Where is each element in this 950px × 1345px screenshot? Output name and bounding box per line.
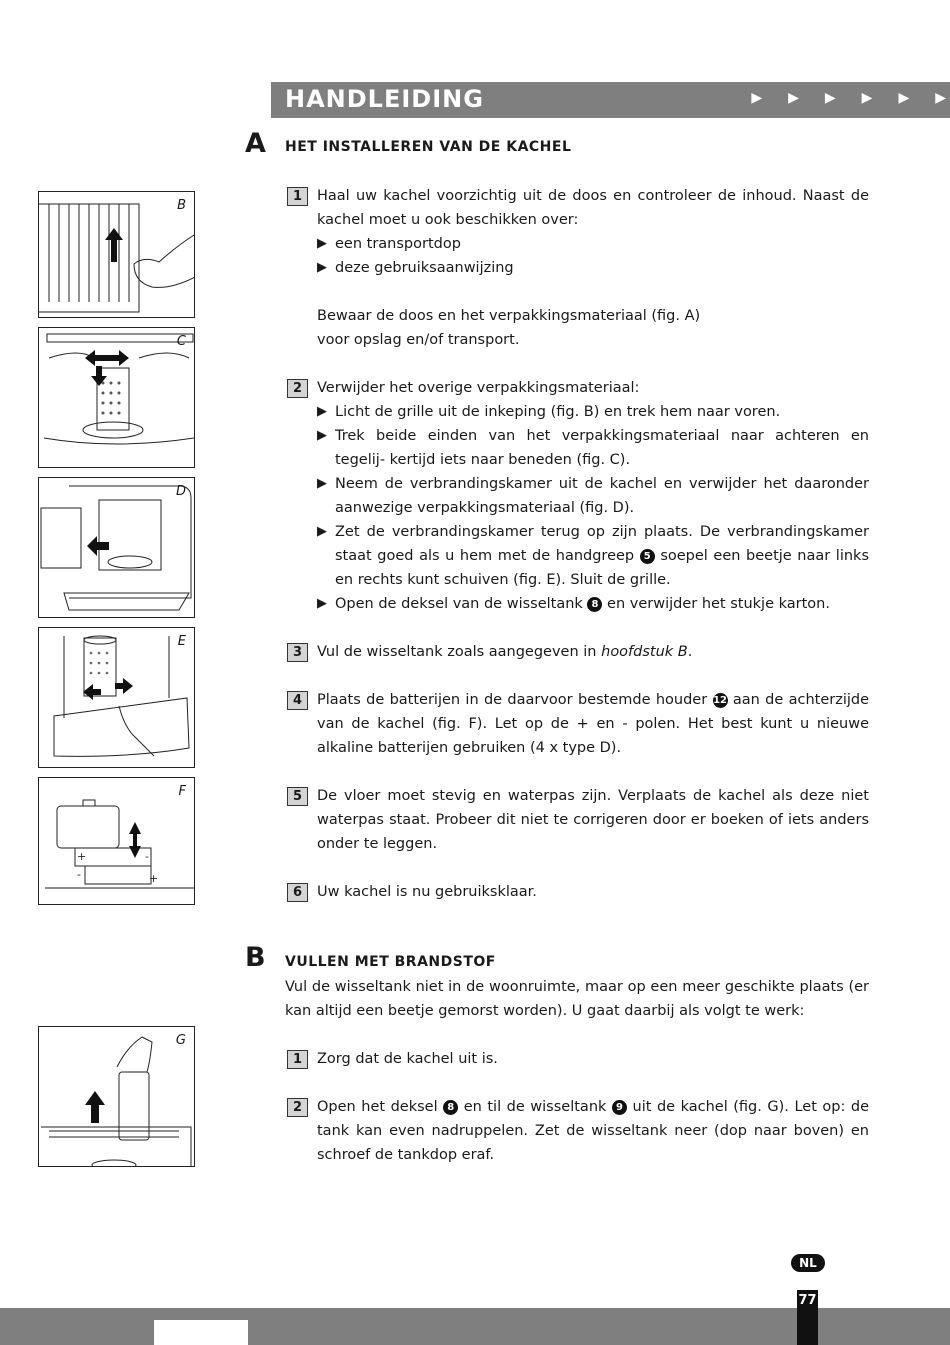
- bullet-item: [317, 232, 869, 256]
- paragraph: Vul de wisseltank niet in de woonruimte, maar op een meer geschikte plaats (er kan altijd een beetje gemorst worden). U gaat daarbij als volgt te werk:: [285, 979, 869, 1019]
- arrow-icon: ▶: [751, 90, 763, 106]
- figure-label: F: [178, 784, 186, 799]
- paragraph: Verwijder het overige verpakkingsmateriaal:: [317, 380, 640, 396]
- figure-label: G: [175, 1033, 186, 1048]
- bullet-text: soepel een beetje naar links en rechts kunt schuiven (fig. E). Sluit de grille.: [335, 548, 869, 588]
- paragraph: Haal uw kachel voorzichtig uit de doos en controleer de inhoud. Naast de kachel moet u ook beschikken over:: [317, 188, 869, 228]
- text: Open het deksel: [317, 1099, 438, 1115]
- svg-text:+: +: [149, 872, 159, 885]
- bullet-item: [317, 592, 869, 616]
- step-a4-text: [317, 688, 869, 760]
- paragraph: Uw kachel is nu gebruiksklaar.: [317, 884, 537, 900]
- section-a-title: HET INSTALLEREN VAN DE KACHEL: [285, 139, 572, 155]
- section-b-letter: B: [245, 942, 266, 973]
- step-number: 6: [287, 883, 308, 902]
- paragraph: [317, 688, 869, 760]
- bullet-item: [317, 400, 869, 424]
- text: en til de wisseltank: [463, 1099, 607, 1115]
- step-a3-text: [317, 640, 869, 664]
- bullet-item: [317, 520, 869, 592]
- packaging-illustration: [39, 328, 195, 468]
- figure-label: C: [176, 334, 186, 349]
- part-number-badge: 8: [587, 597, 602, 612]
- header-arrows: [725, 90, 946, 106]
- step-number: 2: [287, 379, 308, 398]
- figure-g: [38, 1026, 195, 1167]
- step-number: 3: [287, 643, 308, 662]
- step-b1-text: [317, 1047, 869, 1071]
- part-number-badge: 8: [443, 1100, 458, 1115]
- figure-e: [38, 627, 195, 768]
- svg-text:-: -: [145, 850, 149, 863]
- language-badge: NL: [791, 1254, 825, 1272]
- paragraph: [317, 1095, 869, 1167]
- bullet-text: en verwijder het stukje karton.: [607, 596, 830, 612]
- arrow-icon: ▶: [861, 90, 873, 106]
- text: aan de achterzijde van de kachel (fig. F). Let op de + en - polen. Het best kunt u nieuwe alkaline batterijen gebruiken (4 x type D).: [317, 692, 870, 756]
- figure-d: [38, 477, 195, 618]
- arrow-icon: ▶: [898, 90, 910, 106]
- footer-white-block: [154, 1320, 248, 1345]
- section-b-title: VULLEN MET BRANDSTOF: [285, 954, 496, 970]
- paragraph: voor opslag en/of transport.: [317, 332, 520, 348]
- part-number-badge: 12: [713, 695, 727, 706]
- figure-label: D: [175, 484, 186, 499]
- bullet-text: Licht de grille uit de inkeping (fig. B) en trek hem naar voren.: [335, 404, 781, 420]
- grille-illustration: [39, 192, 195, 318]
- handle-illustration: [39, 628, 195, 768]
- combustion-chamber-illustration: [39, 478, 195, 618]
- paragraph: De vloer moet stevig en waterpas zijn. Verplaats de kachel als deze niet waterpas staat. Probeer dit niet te corrigeren door er boeken of iets anders onder te leggen.: [317, 788, 869, 852]
- step-a5-text: [317, 784, 869, 856]
- bullet-item: [317, 424, 869, 472]
- step-b2-text: [317, 1095, 869, 1167]
- bullet-text: Open de deksel van de wisseltank: [335, 596, 583, 612]
- bullet-text: Zet de verbrandingskamer terug op zijn plaats. De verbrandingskamer staat goed als u hem met de handgreep: [335, 524, 869, 564]
- bullet-text: deze gebruiksaanwijzing: [335, 260, 514, 276]
- text: uit de kachel (fig. G). Let op: de tank kan even nadruppelen. Zet de wisseltank neer (dop naar boven) en schroef de tankdop eraf.: [317, 1099, 870, 1163]
- arrow-icon: ▶: [935, 90, 946, 106]
- page-number: 77: [797, 1290, 818, 1345]
- bullet-item: [317, 472, 869, 520]
- arrow-icon: ▶: [788, 90, 799, 106]
- bullet-arrow-icon: ▶: [317, 524, 327, 539]
- figure-f: [38, 777, 195, 905]
- figure-c: [38, 327, 195, 468]
- figure-label: E: [177, 634, 186, 649]
- step-number: 4: [287, 691, 308, 710]
- step-number: 1: [287, 187, 308, 206]
- svg-text:+: +: [77, 850, 87, 863]
- step-number: 2: [287, 1098, 308, 1117]
- step-a6-text: [317, 880, 869, 904]
- text: .: [687, 644, 693, 660]
- chapter-reference: hoofdstuk B: [601, 644, 688, 660]
- step-a2-text: [317, 376, 869, 616]
- bullet-arrow-icon: ▶: [317, 404, 327, 419]
- step-number: 5: [287, 787, 308, 806]
- tank-removal-illustration: [39, 1027, 195, 1167]
- header-bar: [271, 82, 950, 118]
- text: Plaats de batterijen in de daarvoor bestemde houder: [317, 692, 708, 708]
- bullet-item: [317, 256, 869, 280]
- bullet-arrow-icon: ▶: [317, 428, 327, 443]
- section-a-letter: A: [245, 128, 266, 159]
- text: Vul de wisseltank zoals aangegeven in: [317, 644, 597, 660]
- part-number-badge: 5: [640, 549, 655, 564]
- bullet-arrow-icon: ▶: [317, 476, 327, 491]
- svg-text:-: -: [77, 868, 81, 881]
- paragraph: [317, 640, 869, 664]
- figure-b: [38, 191, 195, 318]
- arrow-icon: ▶: [824, 90, 836, 106]
- bullet-text: Trek beide einden van het verpakkingsmateriaal naar achteren en tegelij- kertijd iets naar beneden (fig. C).: [335, 428, 869, 468]
- page-title: HANDLEIDING: [285, 85, 484, 113]
- bullet-arrow-icon: ▶: [317, 260, 327, 275]
- figure-label: B: [177, 198, 186, 213]
- part-number-badge: 9: [612, 1100, 627, 1115]
- bullet-arrow-icon: ▶: [317, 596, 327, 611]
- step-number: 1: [287, 1050, 308, 1069]
- paragraph: Zorg dat de kachel uit is.: [317, 1051, 498, 1067]
- bullet-arrow-icon: ▶: [317, 236, 327, 251]
- bullet-text: Neem de verbrandingskamer uit de kachel en verwijder het daaronder aanwezige verpakkingsmateriaal (fig. D).: [335, 476, 869, 516]
- battery-holder-illustration: [39, 778, 195, 905]
- bullet-text: een transportdop: [335, 236, 461, 252]
- paragraph: Bewaar de doos en het verpakkingsmateriaal (fig. A): [317, 308, 701, 324]
- section-b-intro: [285, 975, 869, 1023]
- step-a1-text: [317, 184, 869, 352]
